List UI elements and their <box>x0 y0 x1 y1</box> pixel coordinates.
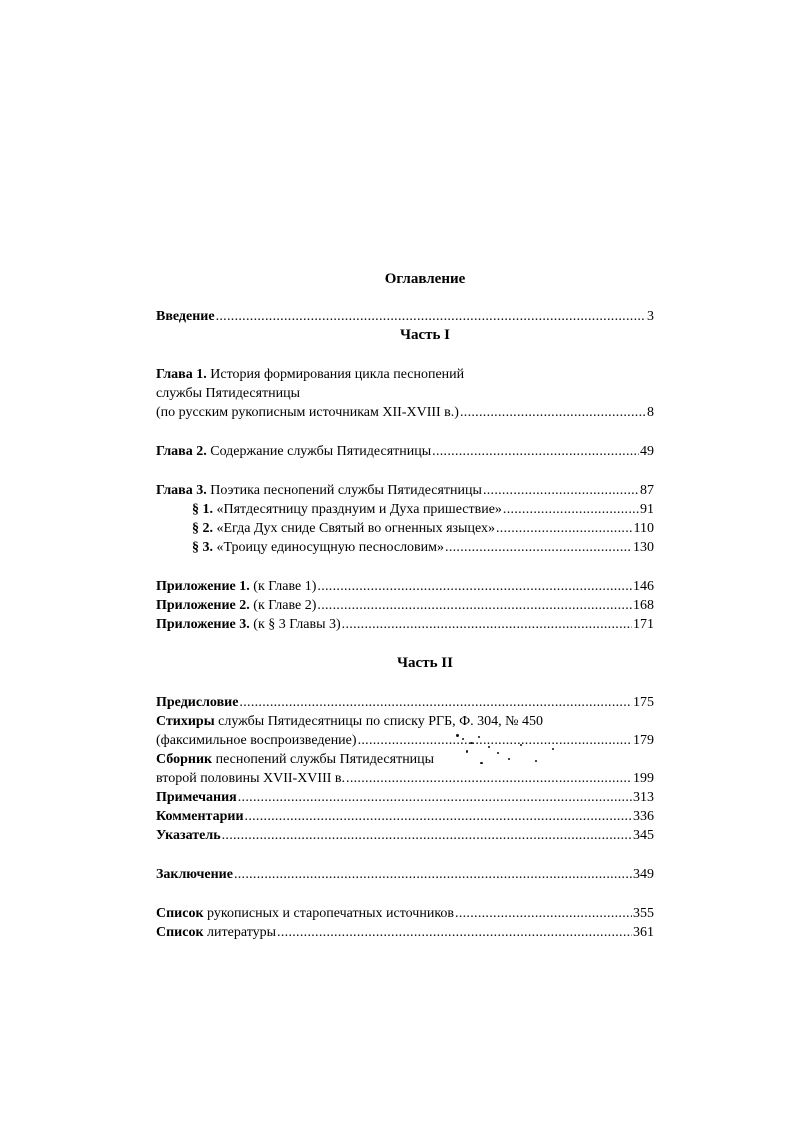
page-number: 313 <box>633 790 654 805</box>
dot-leader <box>245 807 632 826</box>
dot-leader <box>432 442 639 461</box>
toc-title: Оглавление <box>384 271 466 287</box>
toc-entry-collection-line2: второй половины XVII-XVIII в. ..... 199 <box>156 769 654 788</box>
page-number: 355 <box>633 906 654 921</box>
page-number: 130 <box>633 540 654 555</box>
page-number: 168 <box>633 598 654 613</box>
page-number: 336 <box>633 809 654 824</box>
toc-entry-appendix-2: Приложение 2. (к Главе 2) ..... 168 <box>156 596 654 615</box>
toc-entry-chapter-1-line1: Глава 1. История формирования цикла песнопений <box>156 367 465 382</box>
page-number: 349 <box>633 867 654 882</box>
toc-entry-notes: Примечания ..... 313 <box>156 788 654 807</box>
dot-leader <box>317 596 632 615</box>
part-1-heading: Часть I <box>399 327 451 343</box>
dot-leader <box>239 693 632 712</box>
toc-entry-collection-line1: Сборник песнопений службы Пятидесятницы <box>156 752 435 767</box>
dot-leader <box>238 788 632 807</box>
page-number: 171 <box>633 617 654 632</box>
dot-leader <box>346 769 632 788</box>
page-number: 110 <box>633 521 654 536</box>
page-number: 3 <box>647 309 654 324</box>
page-number: 179 <box>633 733 654 748</box>
dot-leader <box>216 307 646 326</box>
dot-leader <box>317 577 632 596</box>
dot-leader <box>483 481 639 500</box>
toc-entry-appendix-3: Приложение 3. (к § 3 Главы 3) ..... 171 <box>156 615 654 634</box>
dot-leader <box>455 904 632 923</box>
dot-leader <box>222 826 632 845</box>
toc-entry-section-1: § 1. «Пятдесятницу празднуим и Духа пришествие» ..... 91 <box>156 500 654 519</box>
table-of-contents <box>156 270 654 942</box>
page-number: 87 <box>640 483 654 498</box>
toc-entry-stichera-line2: (факсимильное воспроизведение) ..... 179 <box>156 731 654 750</box>
page-number: 199 <box>633 771 654 786</box>
dot-leader <box>503 500 639 519</box>
page-number: 91 <box>640 502 654 517</box>
toc-entry-index: Указатель ..... 345 <box>156 826 654 845</box>
page-number: 146 <box>633 579 654 594</box>
dot-leader <box>277 923 632 942</box>
page-number: 8 <box>647 405 654 420</box>
toc-entry-sources: Список рукописных и старопечатных источников ..... 355 <box>156 904 654 923</box>
entry-label: Введение <box>156 309 215 324</box>
page-number: 49 <box>640 444 654 459</box>
page-number: 345 <box>633 828 654 843</box>
toc-entry-chapter-1-line3: (по русским рукописным источникам XII-XVIII в.) ..... 8 <box>156 403 654 422</box>
dot-leader <box>445 538 632 557</box>
toc-entry-chapter-2: Глава 2. Содержание службы Пятидесятницы ..... 49 <box>156 442 654 461</box>
page-number: 175 <box>633 695 654 710</box>
dot-leader <box>342 615 632 634</box>
toc-entry-intro <box>156 307 654 326</box>
toc-entry-chapter-3: Глава 3. Поэтика песнопений службы Пятидесятницы ..... 87 <box>156 481 654 500</box>
toc-entry-comments: Комментарии ..... 336 <box>156 807 654 826</box>
page-number: 361 <box>633 925 654 940</box>
dot-leader <box>234 865 632 884</box>
toc-entry-stichera-line1: Стихиры службы Пятидесятницы по списку РГБ, Ф. 304, № 450 <box>156 714 544 729</box>
toc-entry-section-2: § 2. «Егда Дух сниде Святый во огненных языцех» ..... 110 <box>156 519 654 538</box>
toc-entry-appendix-1: Приложение 1. (к Главе 1) ..... 146 <box>156 577 654 596</box>
toc-entry-preface: Предисловие ..... 175 <box>156 693 654 712</box>
toc-entry-section-3: § 3. «Троицу единосущную песнословим» ..... 130 <box>156 538 654 557</box>
toc-entry-conclusion: Заключение ..... 349 <box>156 865 654 884</box>
dot-leader <box>358 731 632 750</box>
toc-entry-chapter-1-line2: службы Пятидесятницы <box>156 386 301 401</box>
dot-leader <box>460 403 646 422</box>
toc-entry-literature: Список литературы ..... 361 <box>156 923 654 942</box>
part-2-heading: Часть II <box>397 655 453 671</box>
dot-leader <box>496 519 633 538</box>
